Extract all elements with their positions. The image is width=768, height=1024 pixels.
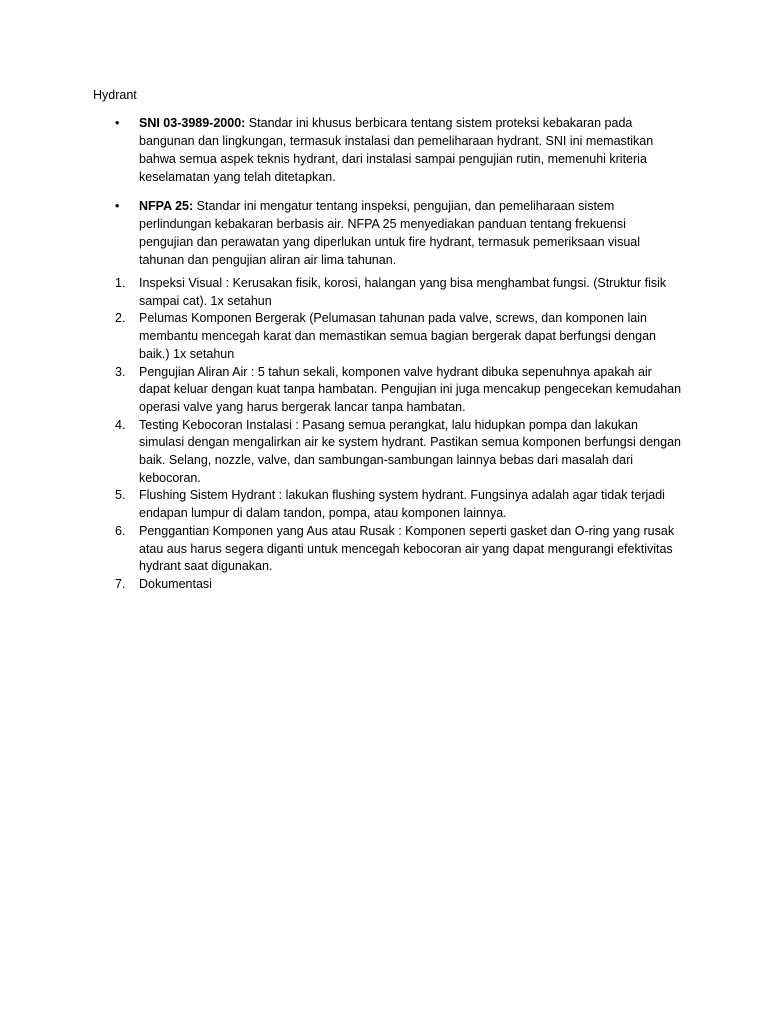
list-item [93,310,683,363]
bullet-text: Standar ini mengatur tentang inspeksi, pengujian, dan pemeliharaan sistem perlindungan kebakaran berbasis air. NFPA 25 menyediakan panduan tentang frekuensi pengujian dan perawatan yang diperlukan untuk fire hydrant, termasuk pemeriksaan visual tahunan dan pengujian aliran air lima tahunan. [139,199,640,267]
bullet-icon: • [115,199,120,213]
step-number: 6. [115,523,126,538]
step-text: Dokumentasi [139,576,212,591]
list-item [93,576,683,594]
step-text: Pengujian Aliran Air : 5 tahun sekali, komponen valve hydrant dibuka sepenuhnya apakah air dapat keluar dengan kuat tanpa hambatan. Pengujian ini juga mencakup pengecekan kemudahan operasi valve yang harus bergerak lancar tanpa hambatan. [139,364,682,414]
bullet-icon: • [115,116,120,130]
standards-bullet-list [93,114,683,280]
step-number: 1. [115,276,126,290]
list-item [93,275,683,310]
step-number: 4. [115,417,126,432]
step-text: Pelumas Komponen Bergerak (Pelumasan tahunan pada valve, screws, dan komponen lain membantu mencegah karat dan memastikan semua bagian bergerak dapat berfungsi dengan baik.) 1x setahun [139,311,656,361]
step-text: Flushing Sistem Hydrant : lakukan flushing system hydrant. Fungsinya adalah agar tidak terjadi endapan lumpur di dalam tandon, pompa, atau komponen lainnya. [139,488,665,521]
step-number: 3. [115,364,126,379]
step-number: 7. [115,576,126,591]
step-text: Inspeksi Visual : Kerusakan fisik, korosi, halangan yang bisa menghambat fungsi. (Struktur fisik sampai cat). 1x setahun [139,276,667,308]
document-title: Hydrant [93,88,137,102]
bullet-item-sni [93,114,683,186]
step-text: Testing Kebocoran Instalasi : Pasang semua perangkat, lalu hidupkan pompa dan lakukan simulasi dengan mengalirkan air ke system hydrant. Pastikan semua komponen berfungsi dengan baik. Selang, nozzle, valve, dan sambungan-sambungan lainnya bebas dari masalah dari kebocoran. [139,417,681,485]
bullet-label: NFPA 25: [139,199,194,213]
bullet-label: SNI 03-3989-2000: [139,116,246,130]
step-number: 5. [115,488,126,503]
maintenance-steps-list [93,275,683,594]
list-item [93,487,683,522]
list-item [93,523,683,576]
list-item [93,417,683,488]
bullet-item-nfpa [93,197,683,269]
bullet-text: Standar ini khusus berbicara tentang sistem proteksi kebakaran pada bangunan dan lingkungan, termasuk instalasi dan pemeliharaan hydrant. SNI ini memastikan bahwa semua aspek teknis hydrant, dari instalasi sampai pengujian rutin, memenuhi kriteria keselamatan yang telah ditetapkan. [139,116,654,184]
step-text: Penggantian Komponen yang Aus atau Rusak : Komponen seperti gasket dan O-ring yang rusak atau aus harus segera diganti untuk mencegah kebocoran air yang dapat mengurangi efektivitas hydrant saat digunakan. [139,523,675,574]
list-item [93,364,683,417]
step-number: 2. [115,311,126,326]
